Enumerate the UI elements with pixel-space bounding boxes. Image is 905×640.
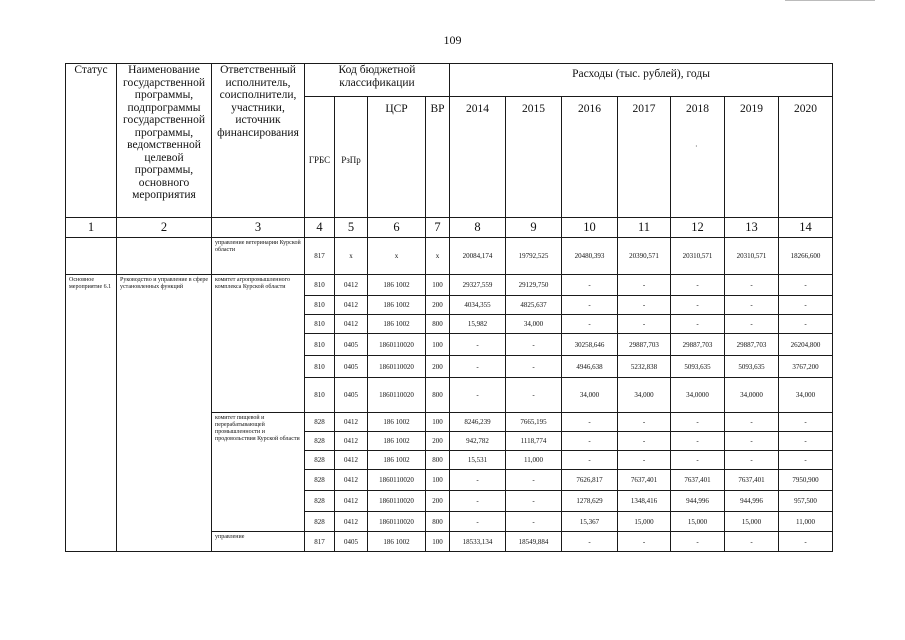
grbs-code: 810	[305, 315, 335, 334]
expense-2016: -	[562, 315, 618, 334]
expense-2020: 7950,900	[779, 470, 833, 491]
expense-2015: 29129,750	[506, 275, 562, 296]
header-year: 2019	[725, 97, 779, 218]
column-number: 1	[66, 218, 117, 238]
expense-2020: -	[779, 432, 833, 451]
expense-2016: -	[562, 532, 618, 552]
expense-2015: -	[506, 512, 562, 532]
csr-code: 1860110020	[368, 356, 426, 378]
expense-2018: -	[671, 532, 725, 552]
empty-cell	[117, 238, 212, 275]
grbs-code: 828	[305, 491, 335, 512]
grbs-code: 817	[305, 238, 335, 275]
expense-2018: -	[671, 296, 725, 315]
table-row	[66, 275, 833, 296]
expense-2018: 34,0000	[671, 378, 725, 413]
expense-2017: 15,000	[618, 512, 671, 532]
column-number-row	[66, 218, 833, 238]
vr-code: 100	[426, 413, 450, 432]
grbs-code: 828	[305, 470, 335, 491]
expense-2015: 19792,525	[506, 238, 562, 275]
vr-code: 800	[426, 315, 450, 334]
scan-edge-line	[785, 0, 875, 4]
rzpr-code: 0412	[335, 275, 368, 296]
grbs-code: 810	[305, 275, 335, 296]
expense-2016: -	[562, 432, 618, 451]
expense-2015: 4825,637	[506, 296, 562, 315]
expense-2020: 34,000	[779, 378, 833, 413]
header-year: 2015	[506, 97, 562, 218]
expense-2016: 4946,638	[562, 356, 618, 378]
expense-2014: -	[450, 378, 506, 413]
grbs-code: 810	[305, 378, 335, 413]
expense-2019: -	[725, 315, 779, 334]
expense-2019: 944,996	[725, 491, 779, 512]
expense-2020: 957,500	[779, 491, 833, 512]
executor-cell: управление	[212, 532, 305, 552]
rzpr-code: 0412	[335, 432, 368, 451]
expense-2014: 15,531	[450, 451, 506, 470]
expense-2014: 15,982	[450, 315, 506, 334]
expense-2019: -	[725, 432, 779, 451]
expense-2015: 34,000	[506, 315, 562, 334]
csr-code: 1860110020	[368, 491, 426, 512]
header-year: 2018	[671, 97, 725, 218]
expense-2019: 15,000	[725, 512, 779, 532]
expense-2018: 944,996	[671, 491, 725, 512]
event-status: Основное мероприятие 6.1	[66, 275, 117, 552]
expense-2020: 26204,800	[779, 334, 833, 356]
csr-code: 1860110020	[368, 378, 426, 413]
expense-2016: -	[562, 296, 618, 315]
csr-code: 186 1002	[368, 532, 426, 552]
rzpr-code: 0405	[335, 356, 368, 378]
expense-2014: -	[450, 470, 506, 491]
expense-2020: -	[779, 275, 833, 296]
vr-code: 800	[426, 512, 450, 532]
expense-2018: -	[671, 451, 725, 470]
vr-code: 100	[426, 532, 450, 552]
header-budget-code: Код бюджетной классификации	[305, 64, 450, 97]
rzpr-code: 0412	[335, 451, 368, 470]
executor-cell: управление ветеринарии Курской области	[212, 238, 305, 275]
header-expenses: Расходы (тыс. рублей), годы	[450, 64, 833, 97]
expense-2014: 18533,134	[450, 532, 506, 552]
column-number: 4	[305, 218, 335, 238]
expense-2014: -	[450, 512, 506, 532]
column-number: 2	[117, 218, 212, 238]
empty-cell	[66, 238, 117, 275]
expense-2016: 30258,646	[562, 334, 618, 356]
csr-code: 186 1002	[368, 275, 426, 296]
header-code: ВР	[426, 97, 450, 218]
expense-2019: 5093,635	[725, 356, 779, 378]
expense-2017: -	[618, 451, 671, 470]
expense-2016: 15,367	[562, 512, 618, 532]
grbs-code: 810	[305, 296, 335, 315]
expense-2017: -	[618, 532, 671, 552]
csr-code: х	[368, 238, 426, 275]
expense-2015: -	[506, 334, 562, 356]
expense-2017: 34,000	[618, 378, 671, 413]
grbs-code: 828	[305, 432, 335, 451]
expense-2017: -	[618, 296, 671, 315]
expense-2017: 1348,416	[618, 491, 671, 512]
executor-cell: комитет агропромышленного комплекса Курской области	[212, 275, 305, 413]
vr-code: 100	[426, 275, 450, 296]
expense-2019: 7637,401	[725, 470, 779, 491]
column-number: 11	[618, 218, 671, 238]
expense-2019: 20310,571	[725, 238, 779, 275]
expense-2015: 11,000	[506, 451, 562, 470]
expense-2019: 34,0000	[725, 378, 779, 413]
csr-code: 1860110020	[368, 334, 426, 356]
expense-2017: 5232,838	[618, 356, 671, 378]
expense-2018: -	[671, 432, 725, 451]
grbs-code: 810	[305, 334, 335, 356]
expense-2014: 20084,174	[450, 238, 506, 275]
column-number: 12	[671, 218, 725, 238]
budget-table	[65, 63, 833, 552]
expense-2020: -	[779, 532, 833, 552]
expense-2014: -	[450, 491, 506, 512]
header-code: РзПр	[335, 97, 368, 218]
rzpr-code: 0412	[335, 470, 368, 491]
expense-2018: 29887,703	[671, 334, 725, 356]
header-year: 2016	[562, 97, 618, 218]
expense-2018: 15,000	[671, 512, 725, 532]
expense-2018: -	[671, 315, 725, 334]
column-number: 9	[506, 218, 562, 238]
expense-2015: 1118,774	[506, 432, 562, 451]
event-name: Руководство и управление в сфере установленных функций	[117, 275, 212, 552]
expense-2014: 942,782	[450, 432, 506, 451]
header-row-1	[66, 64, 833, 97]
expense-2017: -	[618, 432, 671, 451]
header-responsible: Ответственный исполнитель, соисполнители, участники, источник финансирования	[212, 64, 305, 218]
grbs-code: 828	[305, 413, 335, 432]
expense-2020: 3767,200	[779, 356, 833, 378]
rzpr-code: 0412	[335, 315, 368, 334]
expense-2014: 4034,355	[450, 296, 506, 315]
expense-2016: 1278,629	[562, 491, 618, 512]
header-name: Наименование государственной программы, подпрограммы государственной программы, ведомственной целевой программы, основного мероприятия	[117, 64, 212, 218]
expense-2017: 7637,401	[618, 470, 671, 491]
expense-2014: 29327,559	[450, 275, 506, 296]
column-number: 6	[368, 218, 426, 238]
csr-code: 186 1002	[368, 451, 426, 470]
expense-2018: -	[671, 413, 725, 432]
expense-2019: -	[725, 451, 779, 470]
rzpr-code: 0412	[335, 413, 368, 432]
csr-code: 186 1002	[368, 413, 426, 432]
expense-2016: -	[562, 413, 618, 432]
expense-2017: -	[618, 275, 671, 296]
expense-2016: -	[562, 451, 618, 470]
vr-code: 200	[426, 356, 450, 378]
vr-code: 200	[426, 432, 450, 451]
header-code: ЦСР	[368, 97, 426, 218]
expense-2016: 20480,393	[562, 238, 618, 275]
expense-2020: -	[779, 413, 833, 432]
grbs-code: 828	[305, 451, 335, 470]
vr-code: 800	[426, 451, 450, 470]
csr-code: 186 1002	[368, 315, 426, 334]
rzpr-code: 0412	[335, 296, 368, 315]
expense-2016: -	[562, 275, 618, 296]
csr-code: 1860110020	[368, 470, 426, 491]
grbs-code: 828	[305, 512, 335, 532]
expense-2017: 29887,703	[618, 334, 671, 356]
column-number: 13	[725, 218, 779, 238]
rzpr-code: 0405	[335, 532, 368, 552]
vr-code: 200	[426, 296, 450, 315]
expense-2015: 18549,884	[506, 532, 562, 552]
header-year: 2017	[618, 97, 671, 218]
csr-code: 1860110020	[368, 512, 426, 532]
column-number: 5	[335, 218, 368, 238]
expense-2017: 20390,571	[618, 238, 671, 275]
expense-2015: -	[506, 356, 562, 378]
column-number: 8	[450, 218, 506, 238]
expense-2019: -	[725, 275, 779, 296]
expense-2015: 7665,195	[506, 413, 562, 432]
expense-2020: -	[779, 315, 833, 334]
column-number: 3	[212, 218, 305, 238]
expense-2019: 29887,703	[725, 334, 779, 356]
rzpr-code: х	[335, 238, 368, 275]
table-row	[66, 238, 833, 275]
vr-code: 100	[426, 470, 450, 491]
expense-2020: 11,000	[779, 512, 833, 532]
csr-code: 186 1002	[368, 432, 426, 451]
expense-2019: -	[725, 296, 779, 315]
expense-2020: -	[779, 451, 833, 470]
expense-2020: 18266,600	[779, 238, 833, 275]
grbs-code: 817	[305, 532, 335, 552]
csr-code: 186 1002	[368, 296, 426, 315]
header-status: Статус	[66, 64, 117, 218]
expense-2015: -	[506, 470, 562, 491]
expense-2018: 5093,635	[671, 356, 725, 378]
header-year: 2020	[779, 97, 833, 218]
vr-code: 800	[426, 378, 450, 413]
expense-2016: 34,000	[562, 378, 618, 413]
expense-2015: -	[506, 491, 562, 512]
column-number: 10	[562, 218, 618, 238]
expense-2014: -	[450, 334, 506, 356]
grbs-code: 810	[305, 356, 335, 378]
rzpr-code: 0412	[335, 491, 368, 512]
page-number: 109	[443, 33, 462, 47]
rzpr-code: 0412	[335, 512, 368, 532]
vr-code: 100	[426, 334, 450, 356]
vr-code: х	[426, 238, 450, 275]
scan-speck: ·	[695, 142, 698, 151]
executor-cell: комитет пищевой и перерабатывающей промышленности и продовольствия Курской области	[212, 413, 305, 532]
expense-2017: -	[618, 413, 671, 432]
header-code: ГРБС	[305, 97, 335, 218]
expense-2018: 20310,571	[671, 238, 725, 275]
column-number: 14	[779, 218, 833, 238]
expense-2019: -	[725, 532, 779, 552]
header-year: 2014	[450, 97, 506, 218]
expense-2020: -	[779, 296, 833, 315]
expense-2014: -	[450, 356, 506, 378]
rzpr-code: 0405	[335, 378, 368, 413]
rzpr-code: 0405	[335, 334, 368, 356]
expense-2018: -	[671, 275, 725, 296]
expense-2019: -	[725, 413, 779, 432]
expense-2017: -	[618, 315, 671, 334]
column-number: 7	[426, 218, 450, 238]
vr-code: 200	[426, 491, 450, 512]
expense-2016: 7626,817	[562, 470, 618, 491]
expense-2018: 7637,401	[671, 470, 725, 491]
expense-2014: 8246,239	[450, 413, 506, 432]
expense-2015: -	[506, 378, 562, 413]
